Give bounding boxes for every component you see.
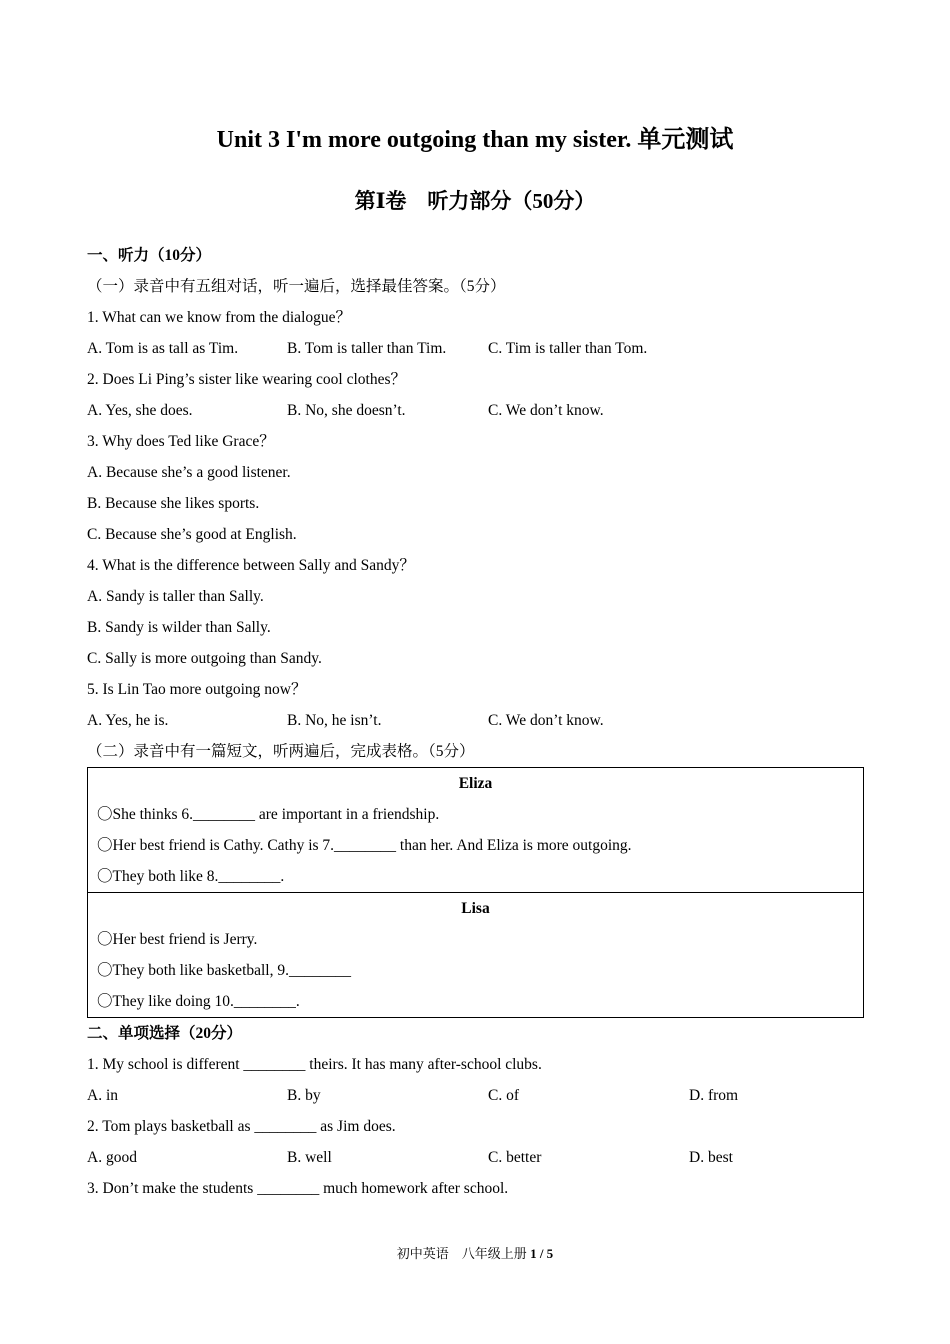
footer-text: 初中英语 八年级上册 [396, 1246, 527, 1261]
table-cell-line: 〇Her best friend is Jerry. [97, 931, 258, 948]
option: B. No, she doesn’t. [287, 402, 406, 419]
option-row [87, 1142, 864, 1173]
section-heading-listening: 一、听力（10分） [87, 247, 212, 264]
question-text: 3. Why does Ted like Grace？ [87, 433, 275, 450]
table-cell-line: 〇Her best friend is Cathy. Cathy is 7.________ than her. And Eliza is more outgoing. [97, 837, 632, 854]
option: C. We don’t know. [488, 402, 604, 419]
option: B. Because she likes sports. [87, 495, 260, 512]
section-heading-choice: 二、单项选择（20分） [87, 1025, 243, 1042]
option: D. best [689, 1149, 733, 1166]
part2-instruction: （二）录音中有一篇短文，听两遍后，完成表格。（5分） [87, 743, 475, 760]
option-row [87, 333, 864, 364]
option-row [87, 705, 864, 736]
part1-instruction: （一）录音中有五组对话，听一遍后，选择最佳答案。（5分） [87, 278, 506, 295]
table-cell-name: Lisa [461, 900, 490, 917]
question-text: 3. Don’t make the students ________ much homework after school. [87, 1180, 509, 1197]
option: B. Tom is taller than Tim. [287, 340, 447, 357]
option-row [87, 395, 864, 426]
table-cell-line: 〇They like doing 10.________. [97, 993, 300, 1010]
table-cell-lisa [88, 893, 864, 1018]
table-cell-line: 〇They both like 8.________. [97, 868, 285, 885]
page-footer [0, 1244, 950, 1264]
option: A. Because she’s a good listener. [87, 464, 291, 481]
option: C. Sally is more outgoing than Sandy. [87, 650, 322, 667]
option: B. Sandy is wilder than Sally. [87, 619, 271, 636]
option: A. good [87, 1149, 137, 1166]
question-text: 1. My school is different ________ theirs. It has many after-school clubs. [87, 1056, 542, 1073]
option: B. by [287, 1087, 321, 1104]
option: C. of [488, 1087, 519, 1104]
document-body [87, 240, 864, 1204]
question-text: 1. What can we know from the dialogue？ [87, 309, 351, 326]
option-row [87, 1080, 864, 1111]
option: A. Sandy is taller than Sally. [87, 588, 264, 605]
option: A. Yes, he is. [87, 712, 169, 729]
option: A. Tom is as tall as Tim. [87, 340, 239, 357]
table-cell-eliza [88, 768, 864, 893]
option: A. Yes, she does. [87, 402, 193, 419]
option: D. from [689, 1087, 739, 1104]
question-text: 2. Does Li Ping’s sister like wearing cool clothes？ [87, 371, 406, 388]
listening-fill-table [87, 767, 864, 1018]
page-title: Unit 3 I'm more outgoing than my sister. 单元测试 [216, 127, 734, 153]
question-text: 2. Tom plays basketball as ________ as Jim does. [87, 1118, 396, 1135]
question-text: 5. Is Lin Tao more outgoing now？ [87, 681, 307, 698]
option: C. Tim is taller than Tom. [488, 340, 648, 357]
table-cell-name: Eliza [458, 775, 493, 792]
option: B. well [287, 1149, 332, 1166]
option: C. We don’t know. [488, 712, 604, 729]
table-cell-line: 〇They both like basketball, 9.________ [97, 962, 351, 979]
page-subtitle: 第Ⅰ卷 听力部分（50分） [354, 189, 596, 213]
option: C. Because she’s good at English. [87, 526, 297, 543]
question-text: 4. What is the difference between Sally and Sandy？ [87, 557, 415, 574]
table-cell-line: 〇She thinks 6.________ are important in a friendship. [97, 806, 440, 823]
table-row [88, 893, 864, 1018]
table-row [88, 768, 864, 893]
page-number: 1 / 5 [530, 1246, 554, 1261]
option: A. in [87, 1087, 118, 1104]
option: B. No, he isn’t. [287, 712, 382, 729]
option: C. better [488, 1149, 542, 1166]
